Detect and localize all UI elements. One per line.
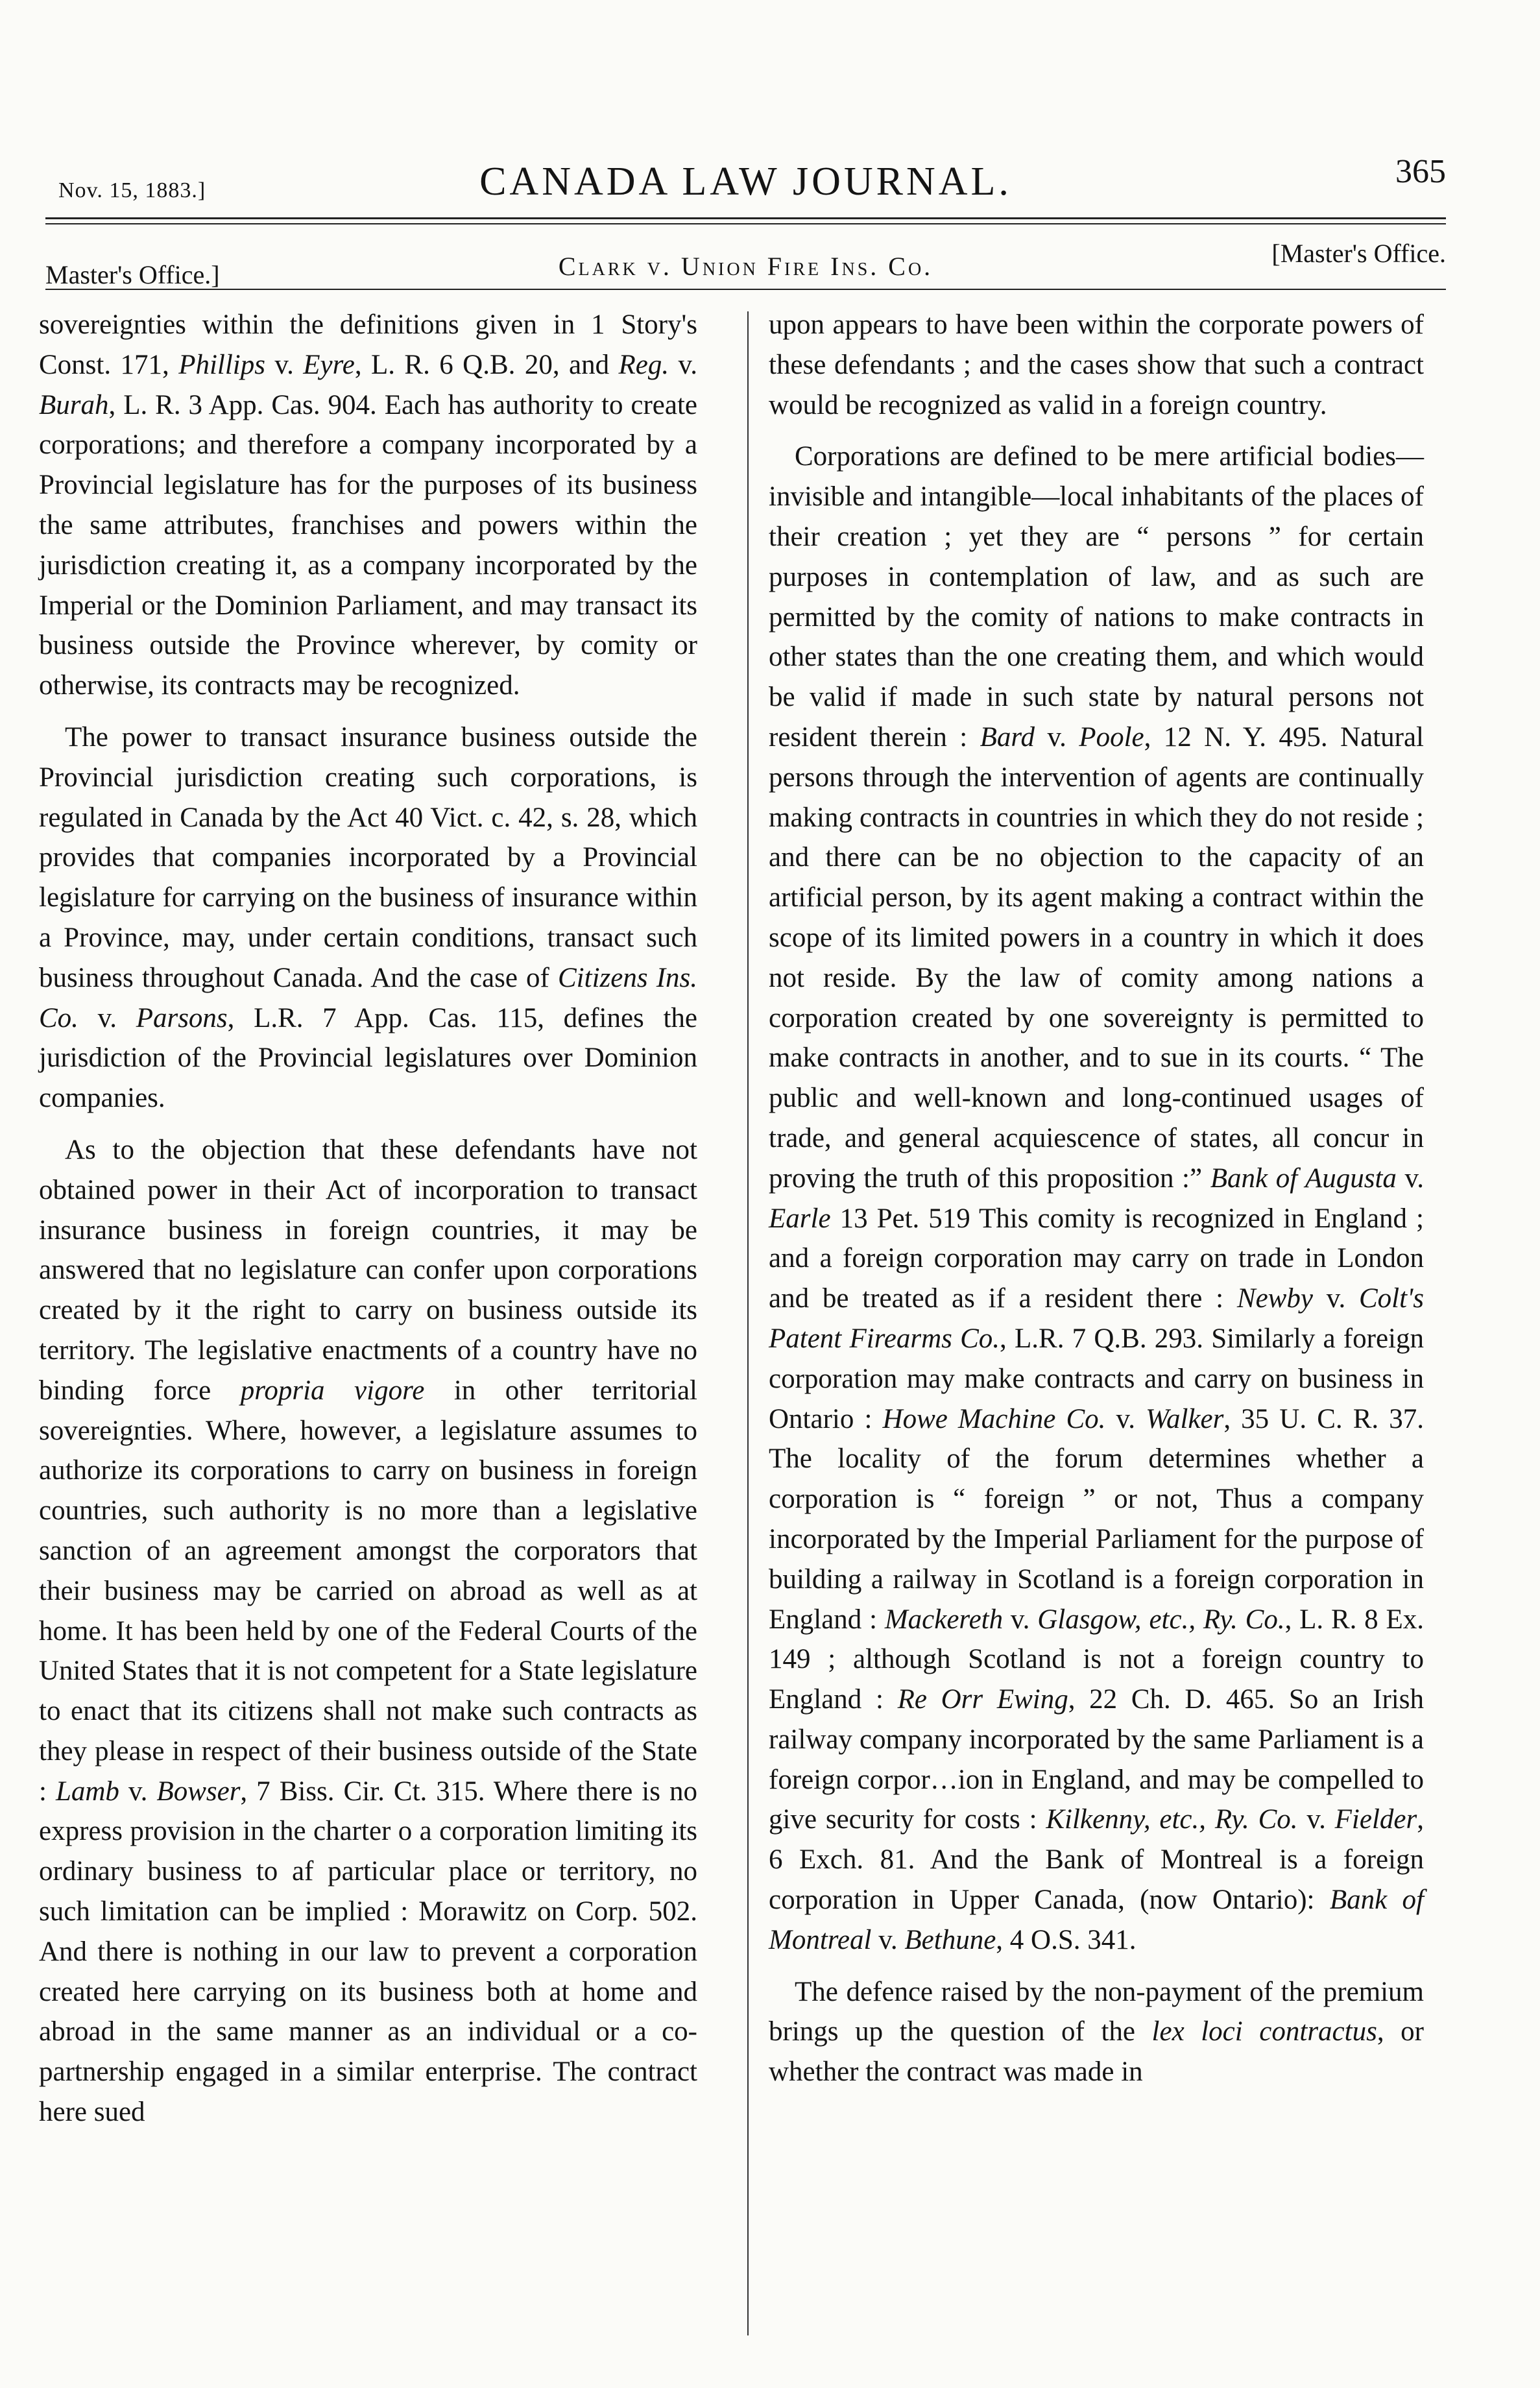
page-number: 365: [1395, 153, 1446, 190]
header-rule: [45, 217, 1446, 219]
issue-date: Nov. 15, 1883.]: [58, 178, 206, 202]
right-column: [769, 305, 1424, 2092]
paragraph: upon appears to have been within the corporate powers of these defendants ; and the cases show that such a contract would be recognized as valid in a foreign country.: [769, 309, 1424, 420]
left-column: [39, 305, 697, 2132]
subheader-rule: [45, 289, 1446, 290]
case-title: Clark v. Union Fire Ins. Co.: [558, 252, 933, 281]
paragraph: The power to transact insurance business outside the Provincial jurisdiction creating such corporations, is regulated in Canada by the Act 40 Vict. c. 42, s. 28, which provides that companies incorporated by a Provincial legislature for carrying on the business of insurance within a Province, may, under certain conditions, transact such business throughout Canada. And the case of Citizens Ins. Co. v. Parsons, L.R. 7 App. Cas. 115, defines the jurisdiction of the Provincial legislatures over Dominion companies.: [39, 721, 697, 1114]
court-right: [Master's Office.: [1271, 239, 1446, 268]
paragraph: Corporations are defined to be mere artificial bodies—invisible and intangible—local inhabitants of the places of their creation ; yet they are “ persons ” for certain purposes in contemplation of law, and as such are permitted by the comity of nations to make contracts in other states than the one creating them, and which would be valid if made in such state by natural persons not resident therein : Bard v. Poole, 12 N. Y. 495. Natural persons through the intervention of agents are continually making contracts in countries in which they do not reside ; and there can be no objection to the capacity of an artificial person, by its agent making a contract within the scope of its limited powers in a country in which it does not reside. By the law of comity among nations a corporation created by one sovereignty is permitted to make contracts in another, and to sue in its courts. “ The public and well-known and long-continued usages of trade, and general acquiescence of states, all concur in proving the truth of this proposition :” Bank of Augusta v. Earle 13 Pet. 519 This comity is recognized in England ; and a foreign corporation may carry on trade in London and be treated as if a resident there : Newby v. Colt's Patent Firearms Co., L.R. 7 Q.B. 293. Similarly a foreign corporation may make contracts and carry on business in Ontario : Howe Machine Co. v. Walker, 35 U. C. R. 37. The locality of the forum determines whether a corporation is “ foreign ” or not, Thus a company incorporated by the Imperial Parliament for the purpose of building a railway in Scotland is a foreign corporation in England : Mackereth v. Glasgow, etc., Ry. Co., L. R. 8 Ex. 149 ; although Scotland is not a foreign country to England : Re Orr Ewing, 22 Ch. D. 465. So an Irish railway company incorporated by the same Parliament is a foreign corpor…ion in England, and may be compelled to give security for costs : Kilkenny, etc., Ry. Co. v. Fielder, 6 Exch. 81. And the Bank of Montreal is a foreign corporation in Upper Canada, (now Ontario): Bank of Montreal v. Bethune, 4 O.S. 341.: [769, 441, 1425, 1955]
column-divider: [747, 311, 749, 2335]
journal-title: CANADA LAW JOURNAL.: [479, 160, 1012, 204]
case-subheader: [45, 237, 1446, 289]
header-rule-double: [45, 223, 1446, 224]
paragraph: The defence raised by the non-payment of the premium brings up the question of the lex loci contractus, or whether the contract was made in: [769, 1976, 1424, 2088]
paragraph: sovereignties within the definitions given in 1 Story's Const. 171, Phillips v. Eyre, L. R. 6 Q.B. 20, and Reg. v. Burah, L. R. 3 App. Cas. 904. Each has authority to create corporations; and therefore a company incorporated by a Provincial legislature has for the purposes of its business the same attributes, franchises and powers within the jurisdiction creating it, as a company incorporated by the Imperial or the Dominion Parliament, and may transact its business outside the Province wherever, by comity or otherwise, its contracts may be recognized.: [39, 309, 697, 701]
running-header: [45, 146, 1446, 217]
court-left: Master's Office.]: [45, 260, 220, 289]
paragraph: As to the objection that these defendants have not obtained power in their Act of incorporation to transact insurance business in foreign countries, it may be answered that no legislature can confer upon corporations created by it the right to carry on business outside its territory. The legislative enactments of a country have no binding force propria vigore in other territorial sovereignties. Where, however, a legislature assumes to authorize its corporations to carry on business in foreign countries, such authority is no more than a legislative sanction of an agreement amongst the corporators that their business may be carried on abroad as well as at home. It has been held by one of the Federal Courts of the United States that it is not competent for a State legislature to enact that its citizens shall not make such contracts as they please in respect of their business outside of the State : Lamb v. Bowser, 7 Biss. Cir. Ct. 315. Where there is no express provision in the charter o a corporation limiting its ordinary business to af particular place or territory, no such limitation can be implied : Morawitz on Corp. 502. And there is nothing in our law to prevent a corporation created here carrying on its business both at home and abroad in the same manner as an individual or a co-partnership engaged in a similar enterprise. The contract here sued: [39, 1134, 697, 2128]
